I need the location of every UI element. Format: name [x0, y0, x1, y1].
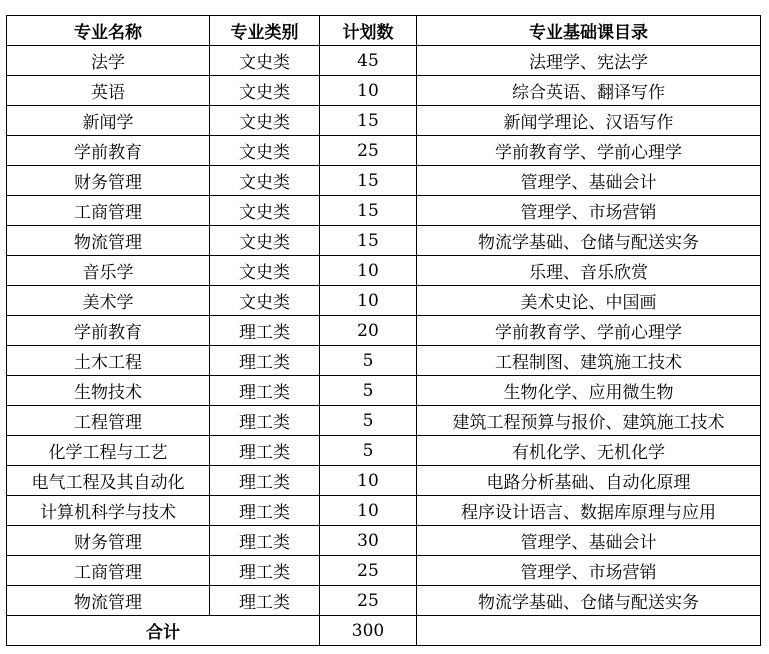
- foundation-courses-cell: 新闻学理论、汉语写作: [417, 106, 761, 136]
- plan-count-cell: 30: [320, 526, 417, 556]
- header-major-name: 专业名称: [7, 16, 210, 46]
- major-name-cell: 学前教育: [7, 316, 210, 346]
- foundation-courses-cell: 学前教育学、学前心理学: [417, 136, 761, 166]
- major-category-cell: 理工类: [210, 526, 320, 556]
- foundation-courses-cell: 美术史论、中国画: [417, 286, 761, 316]
- table-row: [7, 106, 761, 136]
- table-row: [7, 166, 761, 196]
- major-category-cell: 文史类: [210, 256, 320, 286]
- plan-count-cell: 10: [320, 286, 417, 316]
- table-row: [7, 256, 761, 286]
- plan-count-cell: 5: [320, 346, 417, 376]
- plan-count-cell: 25: [320, 586, 417, 616]
- major-name-cell: 财务管理: [7, 166, 210, 196]
- foundation-courses-cell: 有机化学、无机化学: [417, 436, 761, 466]
- major-category-cell: 理工类: [210, 556, 320, 586]
- table-body: [7, 46, 761, 616]
- foundation-courses-cell: 管理学、基础会计: [417, 526, 761, 556]
- major-category-cell: 文史类: [210, 226, 320, 256]
- major-name-cell: 英语: [7, 76, 210, 106]
- table-header: [7, 16, 761, 46]
- foundation-courses-cell: 管理学、基础会计: [417, 166, 761, 196]
- major-name-cell: 美术学: [7, 286, 210, 316]
- table-row: [7, 346, 761, 376]
- plan-count-cell: 15: [320, 226, 417, 256]
- plan-count-cell: 5: [320, 406, 417, 436]
- table-row: [7, 46, 761, 76]
- plan-count-cell: 10: [320, 256, 417, 286]
- plan-count-cell: 15: [320, 106, 417, 136]
- major-category-cell: 理工类: [210, 406, 320, 436]
- table-row: [7, 226, 761, 256]
- header-foundation-courses: 专业基础课目录: [417, 16, 761, 46]
- major-name-cell: 工商管理: [7, 196, 210, 226]
- table-row: [7, 556, 761, 586]
- major-name-cell: 化学工程与工艺: [7, 436, 210, 466]
- foundation-courses-cell: 综合英语、翻译写作: [417, 76, 761, 106]
- foundation-courses-cell: 法理学、宪法学: [417, 46, 761, 76]
- major-category-cell: 文史类: [210, 286, 320, 316]
- table-row: [7, 316, 761, 346]
- major-plan-table: [6, 15, 761, 646]
- plan-count-cell: 10: [320, 496, 417, 526]
- major-name-cell: 学前教育: [7, 136, 210, 166]
- table-row: [7, 406, 761, 436]
- table-row: [7, 586, 761, 616]
- major-category-cell: 文史类: [210, 166, 320, 196]
- major-name-cell: 法学: [7, 46, 210, 76]
- major-name-cell: 计算机科学与技术: [7, 496, 210, 526]
- plan-count-cell: 5: [320, 376, 417, 406]
- table-row: [7, 286, 761, 316]
- major-category-cell: 文史类: [210, 196, 320, 226]
- foundation-courses-cell: 物流学基础、仓储与配送实务: [417, 226, 761, 256]
- plan-count-cell: 10: [320, 466, 417, 496]
- plan-count-cell: 15: [320, 166, 417, 196]
- foundation-courses-cell: 物流学基础、仓储与配送实务: [417, 586, 761, 616]
- major-category-cell: 文史类: [210, 46, 320, 76]
- major-category-cell: 文史类: [210, 106, 320, 136]
- plan-count-cell: 25: [320, 556, 417, 586]
- foundation-courses-cell: 程序设计语言、数据库原理与应用: [417, 496, 761, 526]
- foundation-courses-cell: 管理学、市场营销: [417, 556, 761, 586]
- table-row: [7, 436, 761, 466]
- major-category-cell: 理工类: [210, 436, 320, 466]
- table-row: [7, 196, 761, 226]
- major-name-cell: 工商管理: [7, 556, 210, 586]
- major-category-cell: 理工类: [210, 586, 320, 616]
- header-major-category: 专业类别: [210, 16, 320, 46]
- major-name-cell: 物流管理: [7, 586, 210, 616]
- foundation-courses-cell: 管理学、市场营销: [417, 196, 761, 226]
- total-empty-cell: [417, 616, 761, 646]
- major-name-cell: 财务管理: [7, 526, 210, 556]
- total-label: 合计: [7, 616, 320, 646]
- foundation-courses-cell: 建筑工程预算与报价、建筑施工技术: [417, 406, 761, 436]
- plan-count-cell: 45: [320, 46, 417, 76]
- major-category-cell: 理工类: [210, 466, 320, 496]
- header-row: [7, 16, 761, 46]
- foundation-courses-cell: 生物化学、应用微生物: [417, 376, 761, 406]
- table-footer: [7, 616, 761, 646]
- major-category-cell: 理工类: [210, 316, 320, 346]
- total-row: [7, 616, 761, 646]
- plan-count-cell: 25: [320, 136, 417, 166]
- foundation-courses-cell: 工程制图、建筑施工技术: [417, 346, 761, 376]
- table-row: [7, 526, 761, 556]
- total-value: 300: [320, 616, 417, 646]
- major-category-cell: 理工类: [210, 496, 320, 526]
- major-name-cell: 电气工程及其自动化: [7, 466, 210, 496]
- major-name-cell: 生物技术: [7, 376, 210, 406]
- major-category-cell: 理工类: [210, 346, 320, 376]
- plan-count-cell: 20: [320, 316, 417, 346]
- plan-count-cell: 15: [320, 196, 417, 226]
- major-name-cell: 土木工程: [7, 346, 210, 376]
- major-category-cell: 文史类: [210, 76, 320, 106]
- major-name-cell: 工程管理: [7, 406, 210, 436]
- table-row: [7, 466, 761, 496]
- table-row: [7, 76, 761, 106]
- table-row: [7, 376, 761, 406]
- foundation-courses-cell: 电路分析基础、自动化原理: [417, 466, 761, 496]
- major-name-cell: 音乐学: [7, 256, 210, 286]
- table-row: [7, 496, 761, 526]
- major-name-cell: 物流管理: [7, 226, 210, 256]
- major-name-cell: 新闻学: [7, 106, 210, 136]
- table-row: [7, 136, 761, 166]
- major-category-cell: 理工类: [210, 376, 320, 406]
- plan-count-cell: 5: [320, 436, 417, 466]
- plan-count-cell: 10: [320, 76, 417, 106]
- foundation-courses-cell: 乐理、音乐欣赏: [417, 256, 761, 286]
- major-category-cell: 文史类: [210, 136, 320, 166]
- header-plan-count: 计划数: [320, 16, 417, 46]
- foundation-courses-cell: 学前教育学、学前心理学: [417, 316, 761, 346]
